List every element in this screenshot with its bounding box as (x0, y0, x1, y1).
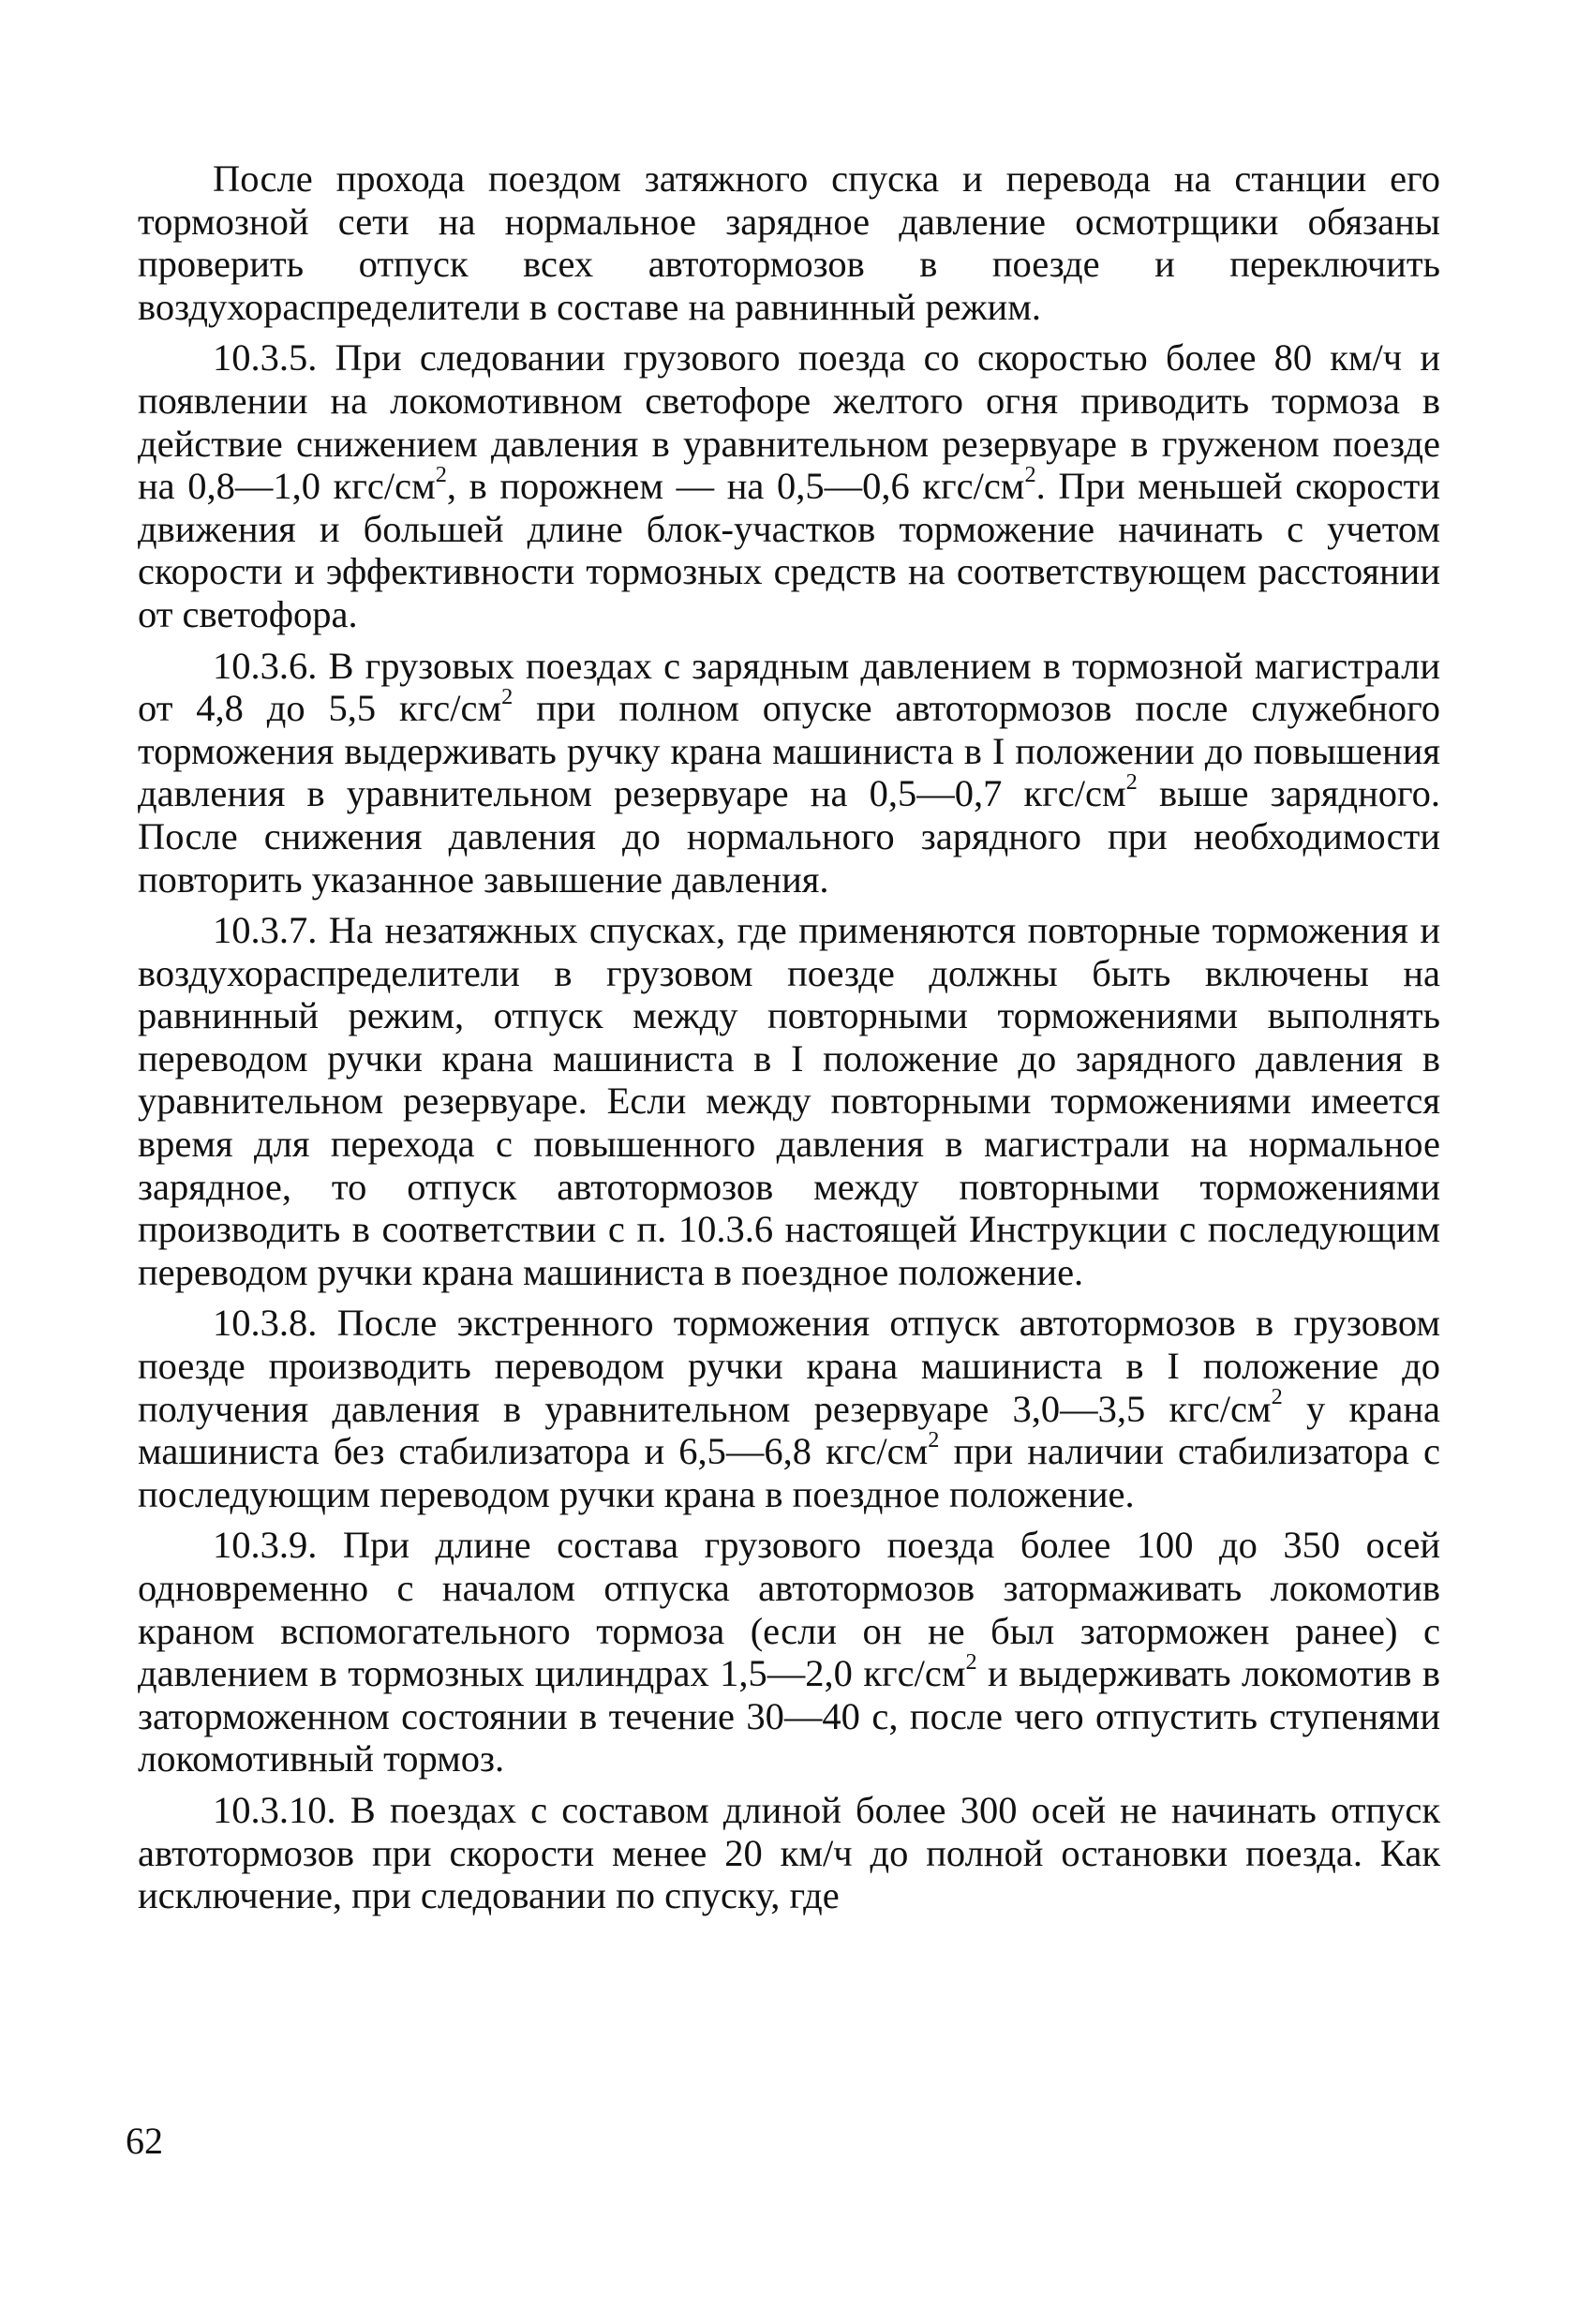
superscript: 2 (1271, 1384, 1283, 1410)
paragraph-10-3-6: 10.3.6. В грузовых поездах с зарядным давлением в тормозной магистрали от 4,8 до 5,5 кгс/$см^2$ при полном опуске автотормозов после служебного торможения выдерживать ручку крана машиниста в I положении до повышения давления в уравнительном резервуаре на 0,5—0,7 кгс/$см^2$ выше зарядного. После снижения давления до нормального зарядного при необходимости повторить указанное завышение давления. (138, 644, 1440, 901)
paragraph-10-3-10: 10.3.10. В поездах с составом длиной более 300 осей не начинать отпуск автотормозов при скорости менее 20 км/ч до полной остановки поезда. Как исключение, при следовании по спуску, где (138, 1788, 1440, 1917)
page-body (138, 157, 1440, 1926)
paragraph-intro: После прохода поездом затяжного спуска и перевода на станции его тормозной сети на нормальное зарядное давление осмотрщики обязаны проверить отпуск всех автотормозов в поезде и переключить воздухораспределители в составе на равнинный режим. (138, 157, 1440, 328)
superscript: 2 (1024, 462, 1036, 488)
superscript: 2 (928, 1427, 940, 1453)
page-number: 62 (126, 2120, 163, 2162)
paragraph-10-3-9: 10.3.9. При длине состава грузового поезда более 100 до 350 осей одновременно с началом отпуска автотормозов затормаживать локомотив краном вспомогательного тормоза (если он не был заторможен ранее) с давлением в тормозных цилиндрах 1,5—2,0 кгс/$см^2$ и выдерживать локомотив в заторможенном состоянии в течение 30—40 с, после чего отпустить ступенями локомотивный тормоз. (138, 1524, 1440, 1780)
paragraph-10-3-5: 10.3.5. При следовании грузового поезда со скоростью более 80 км/ч и появлении на локомотивном светофоре желтого огня приводить тормоза в действие снижением давления в уравнительном резервуаре в груженом поезде на 0,8—1,0 кгс/$см^2$, в порожнем — на 0,5—0,6 кгс/$см^2$. При меньшей скорости движения и большей длине блок-участков торможение начинать с учетом скорости и эффективности тормозных средств на соответствующем расстоянии от светофора. (138, 336, 1440, 635)
paragraph-10-3-7: 10.3.7. На незатяжных спусках, где применяются повторные торможения и воздухораспределители в грузовом поезде должны быть включены на равнинный режим, отпуск между повторными торможениями выполнять переводом ручки крана машиниста в I положение до зарядного давления в уравнительном резервуаре. Если между повторными торможениями имеется время для перехода с повышенного давления в магистрали на нормальное зарядное, то отпуск автотормозов между повторными торможениями производить в соответствии с п. 10.3.6 настоящей Инструкции с последующим переводом ручки крана машиниста в поездное положение. (138, 909, 1440, 1293)
superscript: 2 (1125, 769, 1138, 796)
superscript: 2 (965, 1649, 977, 1676)
superscript: 2 (435, 462, 447, 488)
superscript: 2 (501, 683, 514, 709)
paragraph-10-3-8: 10.3.8. После экстренного торможения отпуск автотормозов в грузовом поезде производить переводом ручки крана машиниста в I положение до получения давления в уравнительном резервуаре 3,0—3,5 кгс/$см^2$ у крана машиниста без стабилизатора и 6,5—6,8 кгс/$см^2$ при наличии стабилизатора с последующим переводом ручки крана в поездное положение. (138, 1302, 1440, 1515)
